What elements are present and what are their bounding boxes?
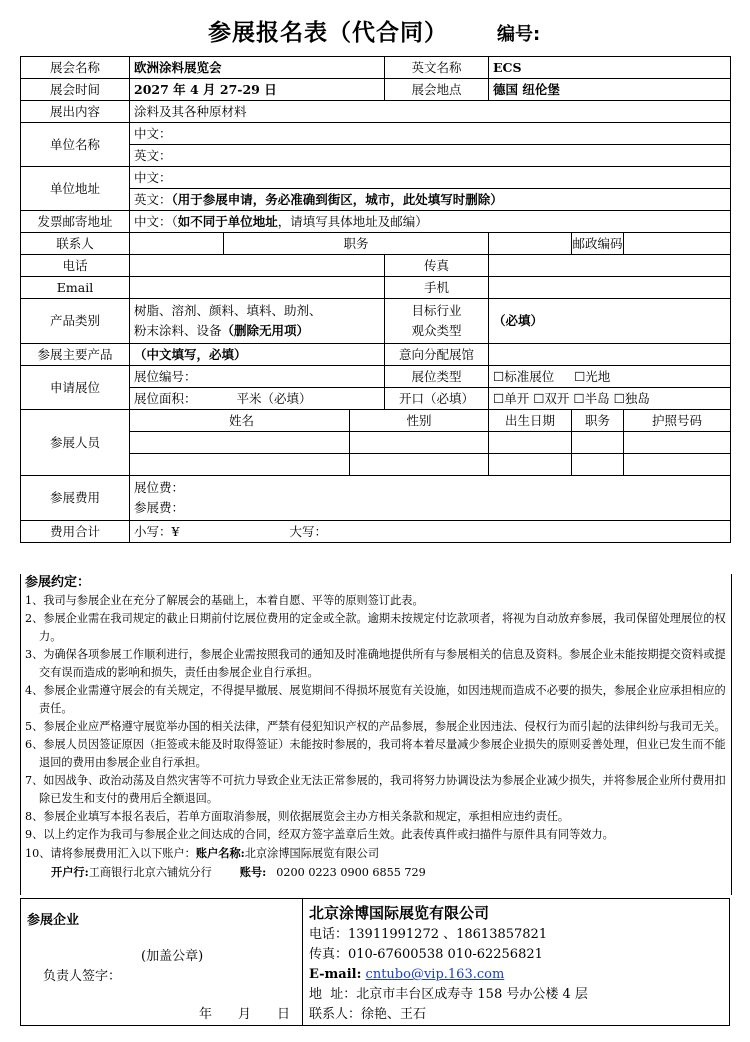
hall-preference-label: 意向分配展馆 [385,344,489,366]
product-category-label: 产品类别 [21,299,130,344]
staff-passport-cell[interactable] [624,432,731,454]
account-name-value: 北京涂博国际展览有限公司 [244,847,380,860]
row-expo-name [21,57,731,79]
organizer-fax: 传真：010-67600538 010-62256821 [309,947,543,962]
account-number-label: 账号: [239,865,267,879]
main-product-value[interactable]: （中文填写，必填） [130,344,385,366]
expo-name-value[interactable]: 欧洲涂料展览会 [130,57,385,79]
staff-position-cell[interactable] [572,454,624,476]
staff-header-gender: 性别 [350,410,489,432]
staff-header-name: 姓名 [130,410,350,432]
booth-number-field[interactable]: 展位编号： [130,366,385,388]
contact-position-value[interactable] [489,233,572,255]
row-product [21,299,731,344]
row-content [21,101,731,123]
seal-note: (加盖公章) [141,949,204,964]
contact-value[interactable] [130,233,224,255]
content-label: 展出内容 [21,101,130,123]
booth-type-label: 展位类型 [385,366,489,388]
postcode-label: 邮政编码 [572,233,624,255]
target-industry-value[interactable]: （必填） [489,299,731,344]
organizer-company-name: 北京涂博国际展览有限公司 [309,904,490,922]
target-industry-label [385,299,489,344]
target-industry-line1: 目标行业 [411,303,462,318]
staff-position-cell[interactable] [572,432,624,454]
organizer-address: 地 址：北京市丰台区成寿寺 158 号办公楼 4 层 [309,987,588,1002]
agreement-item-2: 2、参展企业需在我司规定的截止日期前付讫展位费用的定金或全款。逾期未按规定付讫款项者，将视为自动放弃参展，我司保留处理展位的权力。 [25,612,726,643]
address-en-prefix: 英文： [134,191,172,207]
account-name-label: 账户名称: [195,846,245,860]
opening-island-checkbox[interactable]: ☐独岛 [613,390,650,406]
en-name-value[interactable]: ECS [489,57,731,79]
bank-label: 开户行: [51,865,89,879]
agreement-item-5: 5、参展企业应严格遵守展览举办国的相关法律，严禁有侵犯知识产权的产品参展，参展企业因违法、侵权行为而引起的法律纠纷与我司无关。 [25,720,726,733]
opening-options [489,388,731,410]
booth-fee-field: 展位费： [134,480,185,495]
row-phone [21,255,731,277]
agreement-item-10-prefix: 10、请将参展费用汇入以下账户： [25,847,196,860]
expo-name-label: 展会名称 [21,57,130,79]
row-expo-time [21,79,731,101]
product-options-line2 [134,321,380,341]
main-product-label: 参展主要产品 [21,344,130,366]
fee-label: 参展费用 [21,476,130,521]
expo-time-value[interactable]: 2027 年 4 月 27-29 日 [130,79,385,101]
staff-gender-cell[interactable] [350,432,489,454]
address-en-field[interactable] [130,189,731,211]
product-options-line2-text: 粉末涂料、设备 [134,323,222,338]
booth-type-options [489,366,731,388]
row-company-cn [21,123,731,145]
row-contact [21,233,731,255]
row-main-product [21,344,731,366]
row-booth-no [21,366,731,388]
row-address-cn [21,167,731,189]
expo-time-label: 展会时间 [21,79,130,101]
phone-label: 电话 [21,255,130,277]
organizer-email-link[interactable]: cntubo@vip.163.com [365,967,505,982]
row-staff-header [21,410,731,432]
agreement-item-4: 4、参展企业需遵守展会的有关规定，不得提早撤展、展览期间不得损坏展览有关设施，如因违规而造成不必要的损失，参展企业应承担相应的责任。 [25,684,726,715]
row-fee [21,476,731,521]
staff-gender-cell[interactable] [350,454,489,476]
postcode-value[interactable] [624,233,731,255]
organizer-info [309,901,727,1025]
serial-number-label: 编号: [497,24,541,45]
company-name-label: 单位名称 [21,123,130,167]
total-fields[interactable] [130,521,731,543]
total-big-field: 大写： [289,523,327,539]
exhibitor-label: 参展企业 [27,913,80,928]
date-month: 月 [238,1007,252,1022]
staff-name-cell[interactable] [130,454,350,476]
organizer-email-label: E-mail: [309,967,362,982]
row-invoice-address [21,211,731,233]
staff-name-cell[interactable] [130,432,350,454]
staff-header-passport: 护照号码 [624,410,731,432]
total-small-field: 小写：¥ [134,523,180,539]
agreement-item-7: 7、如因战争、政治动荡及自然灾害等不可抗力导致企业无法正常参展的，我司将努力协调设法为参展企业减少损失，并将参展企业所付费用扣除已发生和支付的费用后全额退回。 [25,774,726,805]
booth-raw-space-checkbox[interactable]: ☐光地 [574,368,611,384]
product-category-options[interactable] [130,299,385,344]
company-name-en-field[interactable]: 英文： [130,145,731,167]
invoice-cn-prefix: 中文： [134,213,172,229]
venue-label: 展会地点 [385,79,489,101]
agreement-item-10 [25,844,727,863]
invoice-note-open: （ [171,213,178,229]
registration-form-table [20,56,731,543]
date-year: 年 [199,1007,213,1022]
total-label: 费用合计 [21,521,130,543]
company-name-cn-field[interactable]: 中文： [130,123,731,145]
staff-birthdate-cell[interactable] [489,454,572,476]
booth-standard-checkbox[interactable]: ☐标准展位 [493,368,555,384]
product-delete-note: （删除无用项） [221,323,310,338]
mobile-label: 手机 [385,277,489,299]
invoice-note-rest: ，请填写具体地址及邮编） [277,213,428,229]
signature-label: 负责人签字： [43,969,122,984]
agreement-item-3: 3、为确保各项参展工作顺利进行，参展企业需按照我司的通知及时准确地提供所有与参展相关的信息及资料。参展企业未能按期提交资料或提交有误而造成的影响和损失，责任由参展企业自行承担。 [25,648,726,679]
hall-preference-value[interactable] [489,344,731,366]
phone-value[interactable] [130,255,385,277]
opening-peninsula-checkbox[interactable]: ☐半岛 [573,390,610,406]
address-label: 单位地址 [21,167,130,211]
mobile-value[interactable] [489,277,731,299]
opening-single-checkbox[interactable]: ☐单开 [493,390,530,406]
date-line [199,1003,290,1022]
agreement-item-8: 8、参展企业填写本报名表后，若单方面取消参展，则依据展览会主办方相关条款和规定，承担相应违约责任。 [25,810,570,823]
venue-value[interactable]: 德国 纽伦堡 [489,79,731,101]
account-number-value: 0200 0223 0900 6855 729 [276,866,426,879]
signature-footer [20,898,730,1026]
header [0,12,750,52]
organizer-email-line [309,965,727,985]
fax-value[interactable] [489,255,731,277]
agreement-section [20,574,732,895]
content-value[interactable]: 涂料及其各种原材料 [130,101,731,123]
staff-header-position: 职务 [572,410,624,432]
contact-label: 联系人 [21,233,130,255]
staff-birthdate-cell[interactable] [489,432,572,454]
booth-area-unit: 平米（必填） [236,390,312,406]
row-total [21,521,731,543]
bank-account-line [25,863,727,882]
row-email [21,277,731,299]
invoice-address-label: 发票邮寄地址 [21,211,130,233]
organizer-phone: 电话：13911991272 、18613857821 [309,927,548,942]
booth-area-field[interactable] [130,388,385,410]
contact-position-label: 职务 [224,233,489,255]
staff-header-birthdate: 出生日期 [489,410,572,432]
en-name-label: 英文名称 [385,57,489,79]
email-label: Email [21,277,130,299]
agreement-item-9: 9、以上约定作为我司与参展企业之间达成的合同，经双方签字盖章后生效。此表传真件或扫描件与原件具有同等效力。 [25,828,614,841]
agreement-item-6: 6、参展人员因签证原因（拒签或未能及时取得签证）未能按时参展的，我司将本着尽量减少参展企业损失的原则妥善处理，但业已发生而不能退回的费用由参展企业自行承担。 [25,738,726,769]
opening-label: 开口（必填） [385,388,489,410]
invoice-note-bold: 如不同于单位地址 [177,213,278,229]
organizer-contact: 联系人：徐艳、王石 [309,1007,427,1022]
target-industry-line2: 观众类型 [411,323,462,338]
apply-booth-label: 申请展位 [21,366,130,410]
page-title: 参展报名表（代合同） [208,20,448,46]
opening-double-checkbox[interactable]: ☐双开 [533,390,570,406]
address-en-note: （用于参展申请，务必准确到街区，城市，此处填写时删除） [171,191,503,207]
email-value[interactable] [130,277,385,299]
invoice-address-field[interactable] [130,211,731,233]
fee-fields[interactable] [130,476,731,521]
date-day: 日 [277,1007,291,1022]
staff-passport-cell[interactable] [624,454,731,476]
staff-label: 参展人员 [21,410,130,476]
product-options-line1: 树脂、溶剂、颜料、填料、助剂、 [134,303,322,318]
exhibitor-signature-box[interactable] [21,899,303,1025]
fax-label: 传真 [385,255,489,277]
bank-value: 工商银行北京六铺炕分行 [88,866,212,879]
agreement-item-1: 1、我司与参展企业在充分了解展会的基础上，本着自愿、平等的原则签订此表。 [25,594,424,607]
booth-area-label: 展位面积： [134,390,197,406]
address-cn-field[interactable]: 中文： [130,167,731,189]
agreement-title: 参展约定： [25,575,91,590]
exhibit-fee-field: 参展费： [134,500,185,515]
